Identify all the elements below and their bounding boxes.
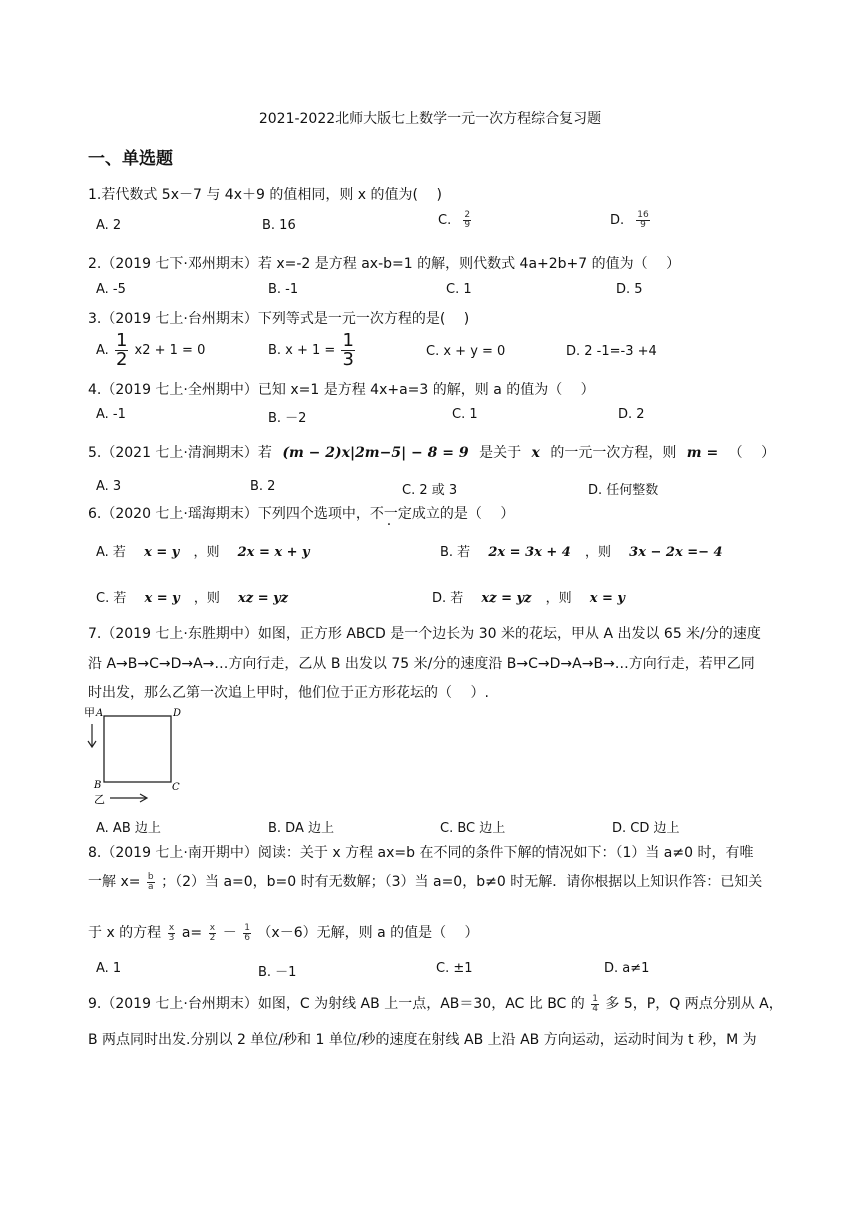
q6-b-condition: 2x = 3x + 4 (488, 545, 571, 560)
q5-var-x: x (531, 445, 540, 461)
q5-option-c[interactable]: C. 2 或 3 (402, 483, 458, 498)
q6-a-then: ，则 (193, 545, 220, 560)
q8-fraction-1-over-6 (243, 924, 251, 943)
arrow-down-icon (88, 724, 96, 747)
q8-line2-prefix: 一解 x= (88, 874, 141, 890)
page-title: 2021-2022北师大版七上数学一元一次方程综合复习题 (258, 111, 602, 127)
q5-var-m: m = (686, 445, 719, 461)
q1-option-a[interactable]: A. 2 (96, 218, 122, 233)
question-8-line-3 (88, 922, 479, 943)
q6-stem-prefix: 6.（2020 七上·瑶海期末）下列四个选项中， (88, 506, 370, 522)
q6-option-d[interactable] (432, 587, 625, 606)
q3-option-a-expression: x2 + 1 = 0 (134, 343, 206, 358)
q2-option-a[interactable]: A. -5 (96, 282, 126, 297)
denominator: a (148, 881, 154, 892)
q8-line3-mid-2: － (222, 925, 237, 941)
q6-emphasis-mark: 不一定 (369, 506, 412, 522)
q4-option-b[interactable]: B. －2 (268, 411, 307, 426)
q4-option-d[interactable]: D. 2 (618, 407, 645, 422)
question-7-line-3: 时出发，那么乙第一次追上甲时，他们位于正方形花坛的（ ）. (88, 685, 489, 701)
question-3-stem: 3.（2019 七上·台州期末）下列等式是一元一次方程的是( ) (88, 311, 470, 327)
q6-c-label: C. 若 (96, 591, 127, 606)
question-7-line-2: 沿 A→B→C→D→A→…方向行走，乙从 B 出发以 75 米/分的速度沿 B→C→D→A→B→…方向行走，若甲乙同 (88, 656, 755, 672)
label-yi: 乙 (94, 793, 105, 806)
q6-option-c[interactable] (96, 587, 288, 606)
label-jia: 甲 (84, 706, 95, 719)
q6-d-label: D. 若 (432, 591, 464, 606)
label-d: D (173, 708, 182, 719)
numerator: 16 (637, 210, 649, 220)
q6-b-then: ，则 (585, 545, 612, 560)
q6-d-then: ，则 (545, 591, 572, 606)
q1-option-d-label: D. (610, 213, 625, 228)
q8-option-b[interactable]: B. －1 (258, 965, 297, 980)
denominator: 3 (342, 349, 354, 370)
numerator: 2 (464, 210, 471, 220)
numerator: b (147, 871, 154, 882)
q5-stem-prefix: 5.（2021 七上·清涧期末）若 (88, 445, 272, 461)
q6-d-condition: xz = yz (481, 591, 532, 606)
q3-option-d[interactable]: D. 2 -1=-3 +4 (566, 344, 657, 359)
q9-fraction-1-over-4 (591, 995, 599, 1014)
denominator: 3 (168, 932, 175, 943)
q8-option-c[interactable]: C. ±1 (436, 961, 473, 976)
q6-stem-end: 成立的是（ ） (411, 506, 515, 522)
q6-a-label: A. 若 (96, 545, 126, 560)
q3-option-b[interactable] (268, 332, 357, 369)
label-c: C (172, 782, 180, 793)
q5-option-d[interactable]: D. 任何整数 (588, 483, 659, 498)
label-b: B (94, 780, 102, 791)
q5-option-b[interactable]: B. 2 (250, 479, 276, 494)
question-6-stem (88, 503, 514, 523)
q7-option-a[interactable]: A. AB 边上 (96, 821, 161, 836)
q3-option-c[interactable]: C. x + y = 0 (426, 344, 506, 359)
q9-line1-prefix: 9.（2019 七上·台州期末）如图，C 为射线 AB 上一点，AB＝30，AC 比 BC 的 (88, 996, 585, 1012)
q1-option-d-fraction (636, 211, 649, 230)
q2-option-d[interactable]: D. 5 (616, 282, 643, 297)
q2-option-b[interactable]: B. -1 (268, 282, 299, 297)
q4-option-c[interactable]: C. 1 (452, 407, 478, 422)
q8-option-a[interactable]: A. 1 (96, 961, 122, 976)
q3-option-b-label: B. x + 1 = (268, 343, 336, 358)
numerator: x (209, 922, 216, 933)
q2-option-c[interactable]: C. 1 (446, 282, 472, 297)
q7-option-b[interactable]: B. DA 边上 (268, 821, 334, 836)
q1-option-d[interactable] (610, 211, 652, 230)
denominator: 9 (464, 220, 471, 230)
question-9-line-1 (88, 993, 783, 1014)
q7-option-c[interactable]: C. BC 边上 (440, 821, 506, 836)
q8-fraction-x-over-3 (168, 924, 176, 943)
denominator: 6 (244, 932, 250, 943)
q8-option-d[interactable]: D. a≠1 (604, 961, 650, 976)
numerator: x (168, 922, 175, 933)
q6-option-a[interactable] (96, 541, 310, 560)
q1-option-c-fraction (463, 211, 471, 230)
q8-line3-mid-1: a= (181, 925, 203, 941)
question-2-stem: 2.（2019 七下·邓州期末）若 x=-2 是方程 ax-b=1 的解，则代数式 4a+2b+7 的值为（ ） (88, 256, 681, 272)
q6-a-condition: x = y (144, 545, 180, 560)
denominator: 9 (640, 220, 646, 230)
q8-line3-prefix: 于 x 的方程 (88, 925, 162, 941)
q5-stem-mid: 是关于 (479, 445, 522, 461)
q6-c-then: ，则 (193, 591, 220, 606)
denominator: 4 (592, 1003, 598, 1014)
q9-line1-suffix: 多 5，P，Q 两点分别从 A， (605, 996, 783, 1012)
numerator: 1 (244, 922, 250, 933)
q5-stem-end: （ ） (728, 445, 776, 461)
label-a: A (96, 708, 104, 719)
q5-stem-mid2: 的一元一次方程，则 (550, 445, 677, 461)
q3-option-a-fraction (115, 332, 128, 369)
q6-c-result: xz = yz (238, 591, 289, 606)
arrow-right-icon (110, 794, 147, 802)
question-7-line-1: 7.（2019 七上·东胜期中）如图，正方形 ABCD 是一个边长为 30 米的花坛，甲从 A 出发以 65 米/分的速度 (88, 626, 761, 642)
section-heading: 一、单选题 (88, 149, 173, 169)
q7-option-d[interactable]: D. CD 边上 (612, 821, 680, 836)
q8-line3-suffix: （x－6）无解，则 a 的值是（ ） (257, 925, 479, 941)
q5-formula: (m − 2)x|2m−5| − 8 = 9 (282, 445, 469, 461)
q6-option-b[interactable] (440, 541, 723, 560)
q1-option-c-label: C. (438, 213, 452, 228)
q4-option-a[interactable]: A. -1 (96, 407, 126, 422)
question-9-line-2: B 两点同时出发.分别以 2 单位/秒和 1 单位/秒的速度在射线 AB 上沿 AB 方向运动，运动时间为 t 秒，M 为 (88, 1032, 757, 1048)
q8-fraction-x-over-2 (209, 924, 217, 943)
q1-option-b[interactable]: B. 16 (262, 218, 296, 233)
numerator: 1 (115, 330, 128, 351)
q6-b-label: B. 若 (440, 545, 471, 560)
question-8-line-2 (88, 871, 762, 892)
q6-b-result: 3x − 2x =− 4 (629, 545, 723, 560)
q8-fraction-b-over-a (147, 873, 155, 892)
q3-option-a[interactable] (96, 332, 205, 369)
question-5-stem (88, 442, 775, 462)
numerator: 1 (342, 330, 354, 351)
question-1-stem: 1.若代数式 5x－7 与 4x＋9 的值相同，则 x 的值为( ) (88, 187, 442, 203)
q6-c-condition: x = y (144, 591, 180, 606)
q3-option-a-label: A. (96, 343, 109, 358)
question-4-stem: 4.（2019 七上·全州期中）已知 x=1 是方程 4x+a=3 的解，则 a 的值为（ ） (88, 382, 595, 398)
q1-option-c[interactable] (438, 211, 473, 230)
q8-line2-suffix: ；（2）当 a=0，b=0 时有无数解；（3）当 a=0，b≠0 时无解．请你根据以上知识作答：已知关 (161, 874, 763, 890)
square-garden-diagram (80, 702, 200, 812)
q3-option-b-fraction (341, 332, 354, 369)
square-abcd (104, 716, 171, 782)
q6-d-result: x = y (589, 591, 625, 606)
q5-option-a[interactable]: A. 3 (96, 479, 122, 494)
q6-a-result: 2x = x + y (237, 545, 310, 560)
denominator: 2 (209, 932, 216, 943)
numerator: 1 (592, 993, 598, 1004)
question-8-line-1: 8.（2019 七上·南开期中）阅读：关于 x 方程 ax=b 在不同的条件下解的情况如下：（1）当 a≠0 时，有唯 (88, 845, 754, 861)
denominator: 2 (115, 349, 128, 370)
